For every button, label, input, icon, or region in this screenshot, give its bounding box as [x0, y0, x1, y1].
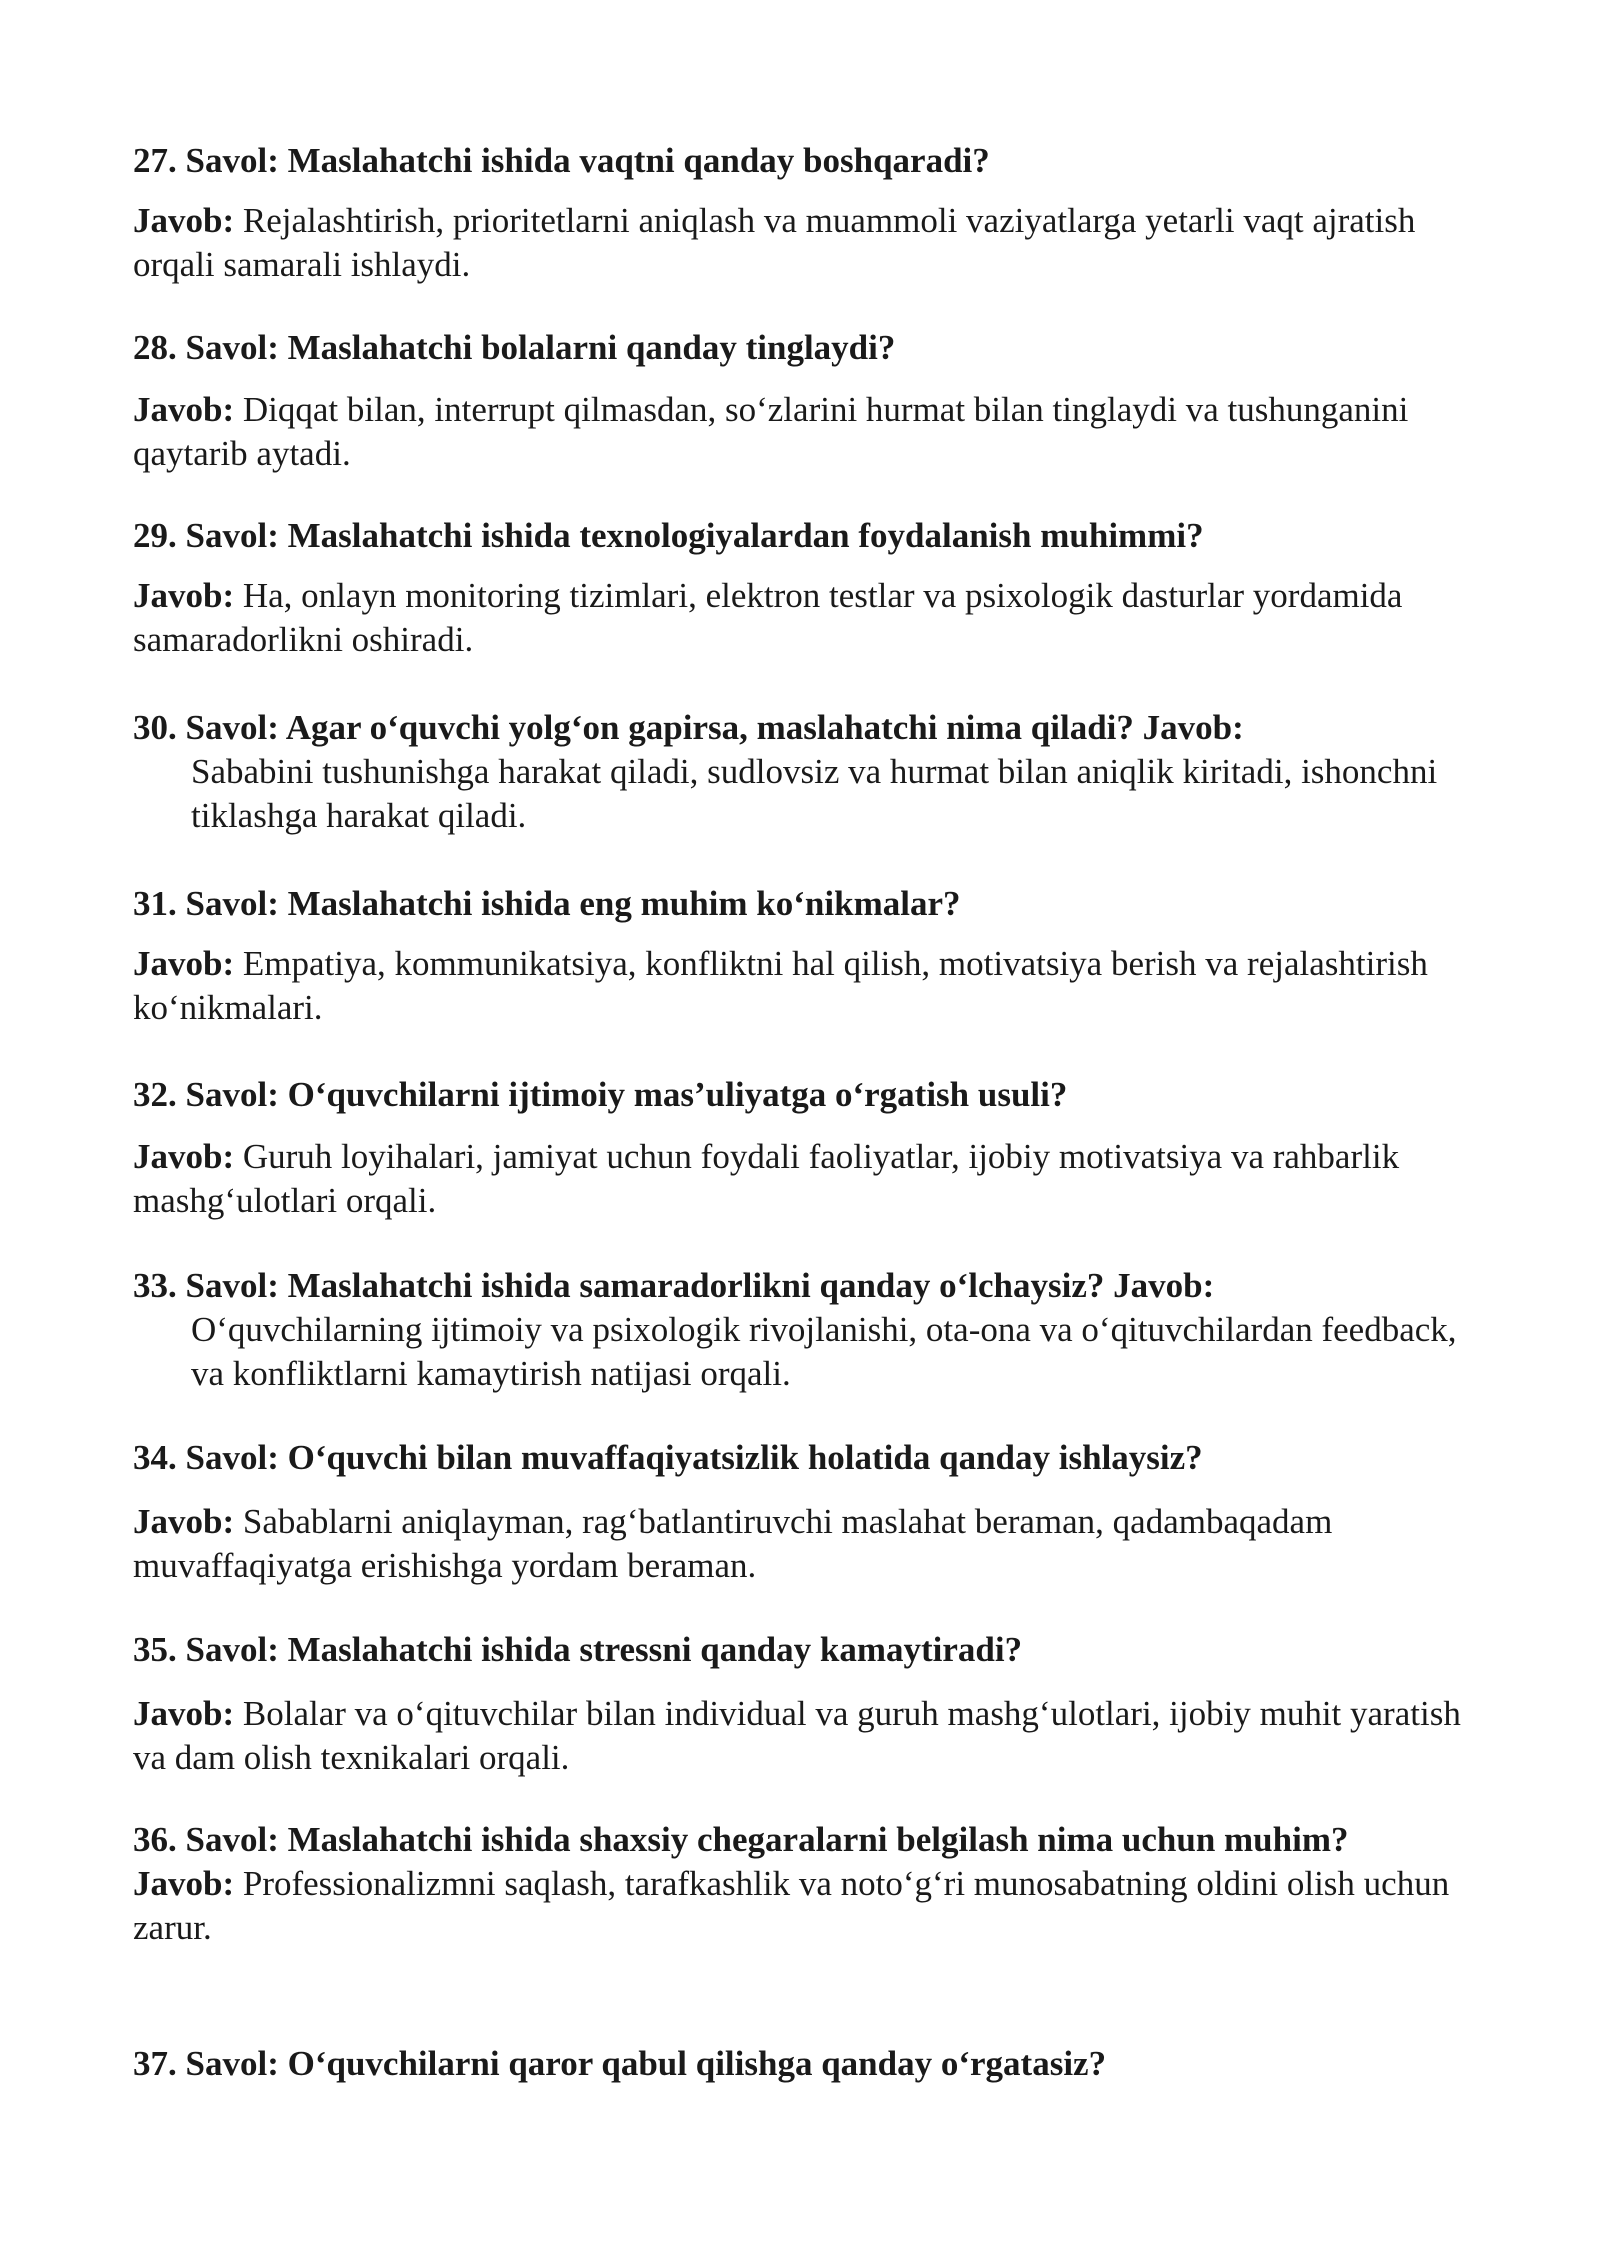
- question-34: 34. Savol: O‘quvchi bilan muvaffaqiyatsizlik holatida qanday ishlaysiz?: [133, 1438, 1203, 1477]
- qa-item-36: [133, 1818, 1473, 1950]
- question-37: 37. Savol: O‘quvchilarni qaror qabul qilishga qanday o‘rgatasiz?: [133, 2044, 1107, 2083]
- answer-29: Javob: Ha, onlayn monitoring tizimlari, elektron testlar va psixologik dasturlar yordamida samaradorlikni oshiradi.: [133, 576, 1403, 659]
- answer-35: Javob: Bolalar va o‘qituvchilar bilan individual va guruh mashg‘ulotlari, ijobiy muhit yaratish va dam olish texnikalari orqali.: [133, 1694, 1461, 1777]
- question-28: 28. Savol: Maslahatchi bolalarni qanday tinglaydi?: [133, 328, 896, 367]
- question-33: 33. Savol: Maslahatchi ishida samaradorlikni qanday o‘lchaysiz? Javob: O‘quvchilarning ijtimoiy va psixologik rivojlanishi, ota-ona va o‘qituvchilardan feedback, va konfliktlarni kamaytirish natijasi orqali.: [133, 1266, 1457, 1393]
- question-32: 32. Savol: O‘quvchilarni ijtimoiy mas’uliyatga o‘rgatish usuli?: [133, 1075, 1068, 1114]
- question-27: 27. Savol: Maslahatchi ishida vaqtni qanday boshqaradi?: [133, 141, 990, 180]
- qa-item-37: [133, 2042, 1473, 2086]
- answer-36: Javob: Professionalizmni saqlash, tarafkashlik va noto‘g‘ri munosabatning oldini olish uchun zarur.: [133, 1864, 1450, 1947]
- qa-item-27: [133, 139, 1473, 287]
- qa-item-31: [133, 882, 1473, 1030]
- answer-30: Sababini tushunishga harakat qiladi, sudlovsiz va hurmat bilan aniqlik kiritadi, ishonchni tiklashga harakat qiladi.: [191, 752, 1438, 835]
- qa-item-30: [133, 706, 1473, 838]
- answer-34: Javob: Sabablarni aniqlayman, rag‘batlantiruvchi maslahat beraman, qadambaqadam muvaffaqiyatga erishishga yordam beraman.: [133, 1502, 1333, 1585]
- question-35: 35. Savol: Maslahatchi ishida stressni qanday kamaytiradi?: [133, 1630, 1023, 1669]
- qa-item-32: [133, 1073, 1473, 1223]
- question-29: 29. Savol: Maslahatchi ishida texnologiyalardan foydalanish muhimmi?: [133, 516, 1204, 555]
- answer-32: Javob: Guruh loyihalari, jamiyat uchun foydali faoliyatlar, ijobiy motivatsiya va rahbarlik mashg‘ulotlari orqali.: [133, 1137, 1400, 1220]
- answer-27: Javob: Rejalashtirish, prioritetlarni aniqlash va muammoli vaziyatlarga yetarli vaqt ajratish orqali samarali ishlaydi.: [133, 201, 1416, 284]
- answer-31: Javob: Empatiya, kommunikatsiya, konfliktni hal qilish, motivatsiya berish va rejalashtirish ko‘nikmalari.: [133, 944, 1428, 1027]
- qa-item-35: [133, 1628, 1473, 1780]
- qa-item-29: [133, 514, 1473, 662]
- answer-33: O‘quvchilarning ijtimoiy va psixologik rivojlanishi, ota-ona va o‘qituvchilardan feedback, va konfliktlarni kamaytirish natijasi orqali.: [191, 1310, 1457, 1393]
- answer-28: Javob: Diqqat bilan, interrupt qilmasdan, so‘zlarini hurmat bilan tinglaydi va tushunganini qaytarib aytadi.: [133, 390, 1409, 473]
- question-36: 36. Savol: Maslahatchi ishida shaxsiy chegaralarni belgilash nima uchun muhim?: [133, 1820, 1349, 1859]
- qa-item-33: [133, 1264, 1473, 1396]
- qa-item-28: [133, 326, 1473, 476]
- question-30: 30. Savol: Agar o‘quvchi yolg‘on gapirsa, maslahatchi nima qiladi? Javob: Sababini tushunishga harakat qiladi, sudlovsiz va hurmat bilan aniqlik kiritadi, ishonchni tiklashga harakat qiladi.: [133, 708, 1438, 835]
- qa-item-34: [133, 1436, 1473, 1588]
- question-31: 31. Savol: Maslahatchi ishida eng muhim ko‘nikmalar?: [133, 884, 961, 923]
